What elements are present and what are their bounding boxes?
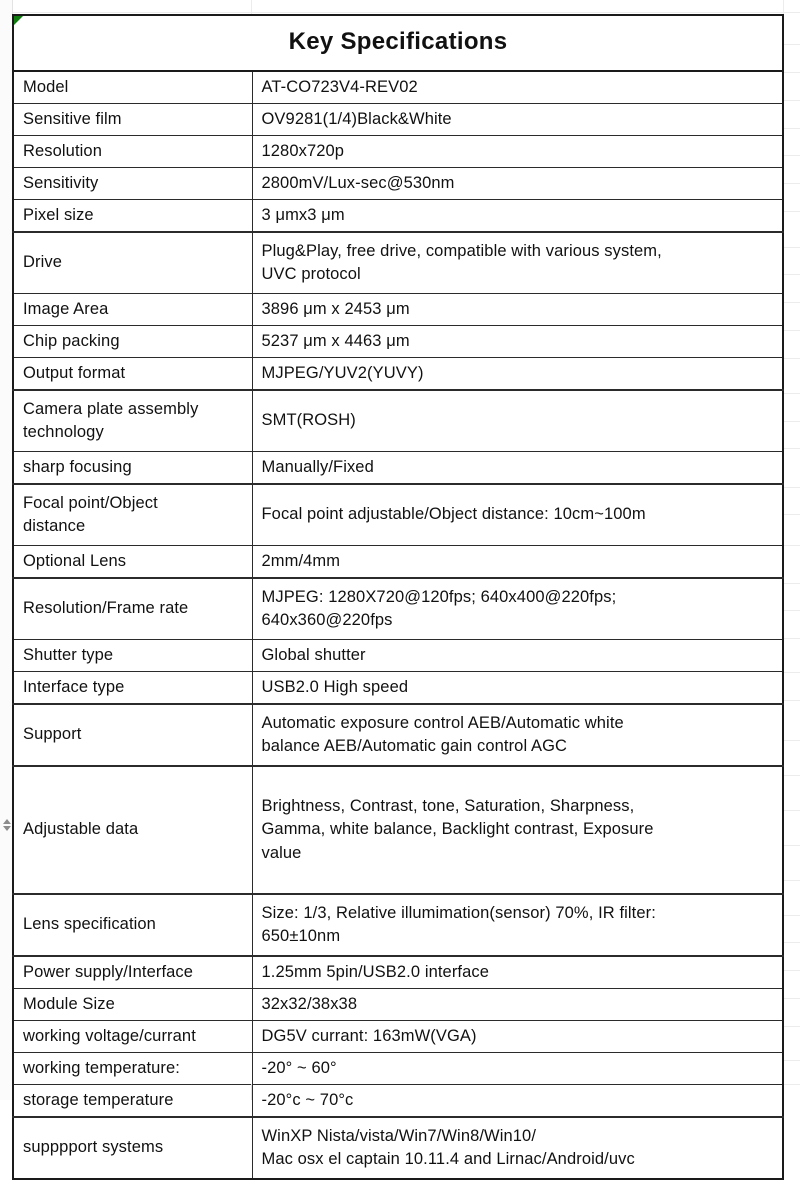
table-row (13, 640, 783, 672)
spec-value-line: Plug&Play, free drive, compatible with various system, (261, 241, 662, 260)
spec-label-line: technology (23, 423, 104, 442)
spec-label-cell: Shutter type (13, 640, 252, 672)
spec-label-cell: Interface type (13, 672, 252, 705)
spec-value-cell: 5237 μm x 4463 μm (252, 326, 783, 358)
spec-value-line: 640x360@220fps (261, 611, 393, 630)
key-specifications-table-container (12, 14, 782, 1180)
spec-value-line: MJPEG: 1280X720@120fps; 640x400@220fps; (261, 587, 617, 606)
spec-value-cell (252, 766, 783, 894)
table-row (13, 546, 783, 579)
spec-label-cell: storage temperature (13, 1085, 252, 1118)
spec-value-cell: 1280x720p (252, 136, 783, 168)
chevron-down-icon (3, 826, 11, 831)
cell-comment-marker-icon (14, 16, 23, 25)
spec-value-line: value (261, 843, 302, 862)
table-row (13, 358, 783, 391)
spec-label-cell: Lens specification (13, 894, 252, 956)
table-row (13, 766, 783, 894)
page-title: Key Specifications (13, 15, 783, 71)
spec-label-cell: Support (13, 704, 252, 766)
spec-value-line: Size: 1/3, Relative illumimation(sensor) 70%, IR filter: (261, 903, 656, 922)
spec-value-line: 650±10nm (261, 927, 341, 946)
spec-value-line: Automatic exposure control AEB/Automatic white (261, 713, 624, 732)
spec-value-cell: SMT(ROSH) (252, 390, 783, 452)
spec-value-cell: 3 μmx3 μm (252, 200, 783, 233)
table-row (13, 672, 783, 705)
spec-label-cell: working voltage/currant (13, 1021, 252, 1053)
spec-label-line: distance (23, 517, 86, 536)
table-row (13, 200, 783, 233)
spec-value-line: UVC protocol (261, 265, 361, 284)
spec-value-cell: 3896 μm x 2453 μm (252, 294, 783, 326)
spec-value-cell: 2800mV/Lux-sec@530nm (252, 168, 783, 200)
spec-label-cell (13, 390, 252, 452)
spec-value-cell (252, 232, 783, 294)
spec-value-cell: AT-CO723V4-REV02 (252, 71, 783, 104)
spec-value-cell: DG5V currant: 163mW(VGA) (252, 1021, 783, 1053)
table-row (13, 326, 783, 358)
key-specifications-table (12, 14, 784, 1180)
table-row (13, 452, 783, 485)
spec-label-cell: Resolution (13, 136, 252, 168)
spec-label-cell: Sensitivity (13, 168, 252, 200)
table-row (13, 71, 783, 104)
table-row (13, 704, 783, 766)
spec-value-cell (252, 578, 783, 640)
spec-value-line: balance AEB/Automatic gain control AGC (261, 737, 568, 756)
spec-value-cell: 2mm/4mm (252, 546, 783, 579)
spec-value-line: Brightness, Contrast, tone, Saturation, Sharpness, (261, 796, 635, 815)
chevron-up-icon (3, 819, 11, 824)
spec-label-cell: sharp focusing (13, 452, 252, 485)
spec-label-cell: Chip packing (13, 326, 252, 358)
grid-line-horizontal (0, 12, 800, 13)
split-rows-handle[interactable] (1, 812, 12, 838)
spec-label-cell: Image Area (13, 294, 252, 326)
spec-value-cell (252, 704, 783, 766)
spec-value-cell: MJPEG/YUV2(YUVY) (252, 358, 783, 391)
spec-label-cell: Model (13, 71, 252, 104)
table-row (13, 578, 783, 640)
spec-label-line: Camera plate assembly (23, 399, 199, 418)
spec-value-cell: -20°c ~ 70°c (252, 1085, 783, 1118)
spec-value-cell: Global shutter (252, 640, 783, 672)
spec-value-cell (252, 1117, 783, 1179)
empty-sheet-row (12, 1084, 782, 1100)
table-row (13, 956, 783, 989)
spec-value-line: WinXP Nista/vista/Win7/Win8/Win10/ (261, 1126, 537, 1145)
spec-label-cell: Module Size (13, 989, 252, 1021)
spec-value-cell: 1.25mm 5pin/USB2.0 interface (252, 956, 783, 989)
table-row (13, 484, 783, 546)
table-row (13, 390, 783, 452)
table-row (13, 1021, 783, 1053)
spec-label-cell: Power supply/Interface (13, 956, 252, 989)
spec-value-cell: -20° ~ 60° (252, 1053, 783, 1085)
spec-label-cell: Sensitive film (13, 104, 252, 136)
spec-value-cell: 32x32/38x38 (252, 989, 783, 1021)
table-row (13, 168, 783, 200)
table-row (13, 136, 783, 168)
spec-label-cell: Optional Lens (13, 546, 252, 579)
table-row (13, 894, 783, 956)
table-row (13, 294, 783, 326)
spec-value-cell: Focal point adjustable/Object distance: 10cm~100m (252, 484, 783, 546)
table-title-row (13, 15, 783, 71)
spec-label-cell: Output format (13, 358, 252, 391)
spec-value-line: Mac osx el captain 10.11.4 and Lirnac/Android/uvc (261, 1150, 635, 1169)
spec-label-cell (13, 484, 252, 546)
table-row (13, 104, 783, 136)
table-row (13, 989, 783, 1021)
grid-divider (251, 1084, 252, 1100)
spec-label-cell: Resolution/Frame rate (13, 578, 252, 640)
spec-label-cell: supppport systems (13, 1117, 252, 1179)
spec-value-cell (252, 894, 783, 956)
spec-value-cell: USB2.0 High speed (252, 672, 783, 705)
spec-label-cell: Adjustable data (13, 766, 252, 894)
spec-value-line: Gamma, white balance, Backlight contrast, Exposure (261, 820, 654, 839)
spec-label-cell: Pixel size (13, 200, 252, 233)
spec-value-cell: Manually/Fixed (252, 452, 783, 485)
table-row (13, 1117, 783, 1179)
spec-label-cell: Drive (13, 232, 252, 294)
spec-label-line: Focal point/Object (23, 493, 158, 512)
table-row (13, 232, 783, 294)
spec-value-cell: OV9281(1/4)Black&White (252, 104, 783, 136)
table-row (13, 1053, 783, 1085)
spec-label-cell: working temperature: (13, 1053, 252, 1085)
